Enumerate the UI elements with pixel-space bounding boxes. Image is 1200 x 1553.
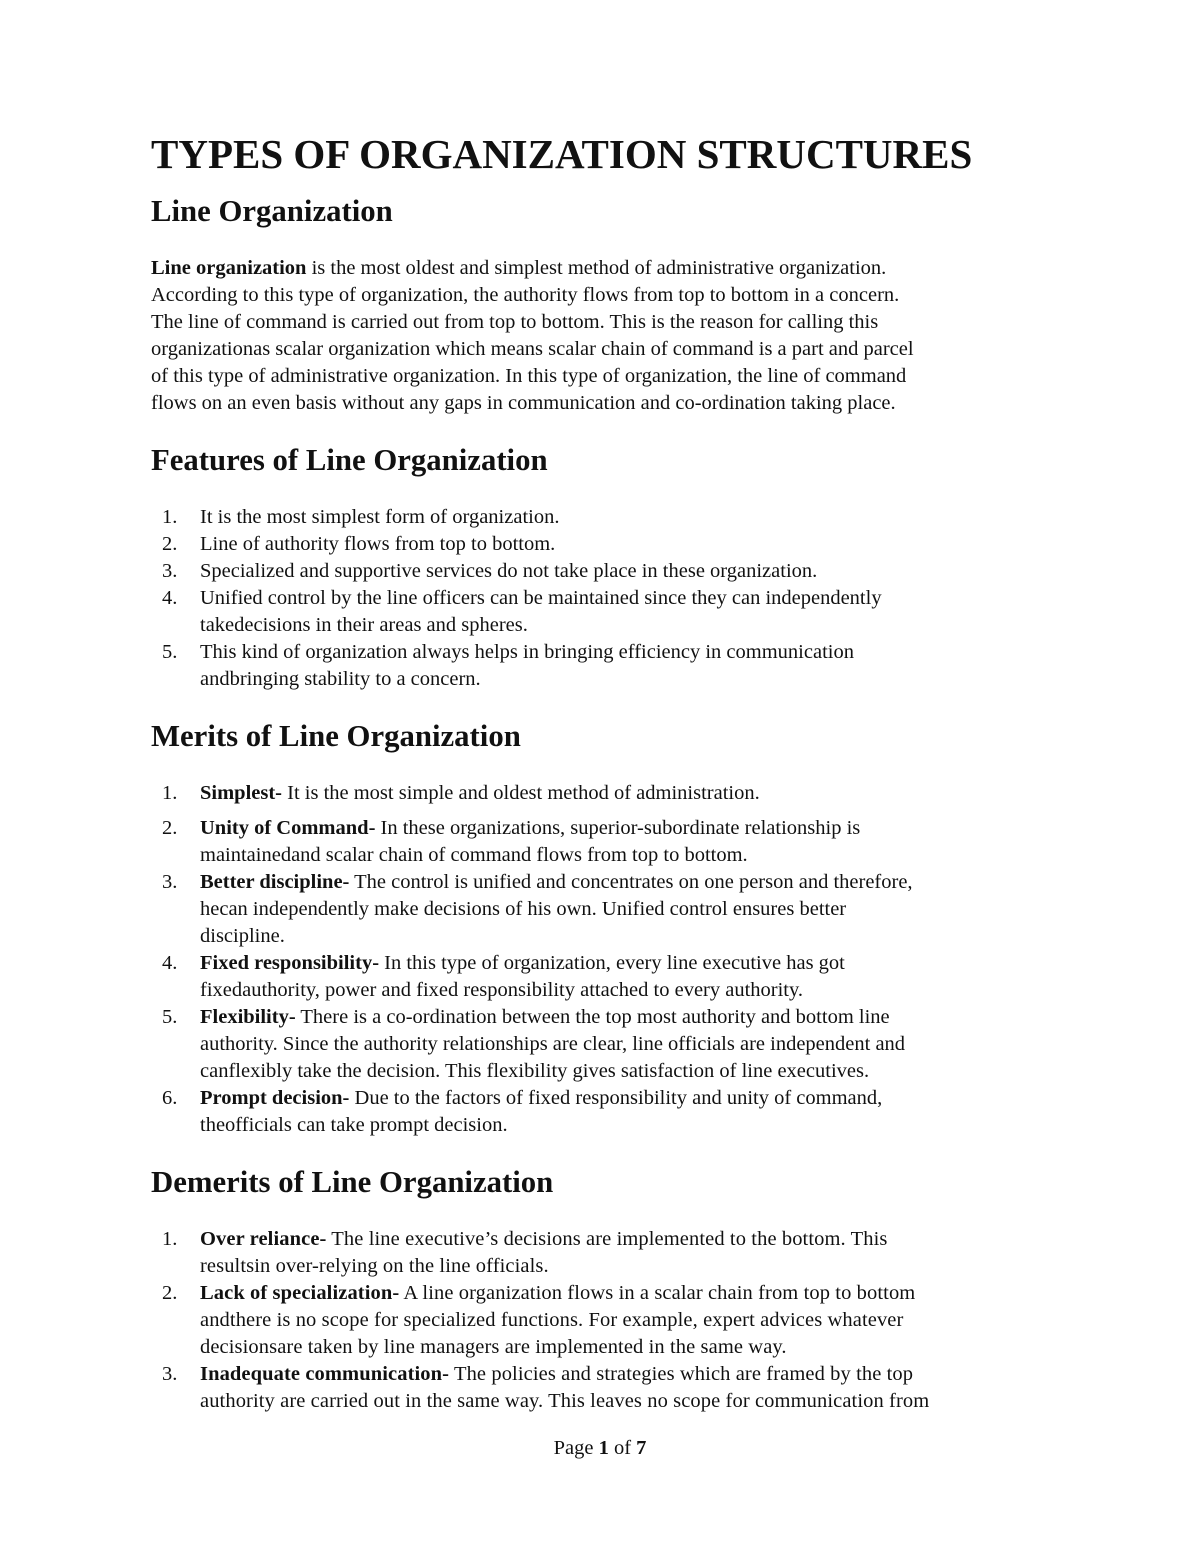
intro-line: flows on an even basis without any gaps in communication and co-ordination taking place. [151, 392, 896, 414]
page-number-current: 1 [598, 1437, 609, 1459]
intro-paragraph [151, 255, 1051, 417]
list-item: 1. It is the most simplest form of organization. [162, 506, 560, 528]
features-list [151, 504, 1051, 693]
intro-line: Line organization is the most oldest and simplest method of administrative organization. [151, 257, 887, 279]
demerit-term: Over reliance- [200, 1228, 327, 1250]
merits-heading: Merits of Line Organization [151, 719, 521, 753]
list-item: 3. Inadequate communication- The policies and strategies which are framed by the top authority are carried out in the same way. This leaves no scope for communication from [162, 1363, 930, 1412]
list-item: 1. Over reliance- The line executive’s decisions are implemented to the bottom. This resultsin over-relying on the line officials. [162, 1228, 888, 1277]
demerits-heading: Demerits of Line Organization [151, 1165, 554, 1199]
merit-term: Unity of Command- [200, 817, 376, 839]
list-item: 4. Fixed responsibility- In this type of organization, every line executive has got fixedauthority, power and fixed responsibility attached to every authority. [162, 952, 845, 1001]
merits-list [151, 780, 1051, 1139]
intro-line: organizationas scalar organization which means scalar chain of command is a part and parcel [151, 338, 914, 360]
demerit-term: Inadequate communication- [200, 1363, 450, 1385]
merit-term: Flexibility- [200, 1006, 296, 1028]
page-footer: Page 1 of 7 [553, 1437, 647, 1459]
list-item: 3. Better discipline- The control is unified and concentrates on one person and therefore, hecan independently make decisions of his own. Unified control ensures better discipline. [162, 871, 913, 947]
list-item: 2. Lack of specialization- A line organization flows in a scalar chain from top to bottom andthere is no scope for specialized functions. For example, expert advices whatever decisionsare taken by line managers are implemented in the same way. [162, 1282, 916, 1358]
merit-term: Better discipline- [200, 871, 350, 893]
page-number-total: 7 [636, 1437, 647, 1459]
demerits-list [151, 1226, 1051, 1415]
list-item: 1. Simplest- It is the most simple and oldest method of administration. [162, 782, 760, 804]
intro-lead-term: Line organization [151, 257, 307, 279]
section-heading: Line Organization [151, 194, 393, 228]
list-item: 2. Unity of Command- In these organizations, superior-subordinate relationship is maintainedand scalar chain of command flows from top to bottom. [162, 817, 861, 866]
intro-line: According to this type of organization, the authority flows from top to bottom in a concern. [151, 284, 900, 306]
merit-term: Simplest- [200, 782, 282, 804]
document-body [151, 131, 1051, 1415]
list-item: 6. Prompt decision- Due to the factors of fixed responsibility and unity of command, theofficials can take prompt decision. [162, 1087, 883, 1136]
list-item: 4. Unified control by the line officers can be maintained since they can independently takedecisions in their areas and spheres. [162, 587, 882, 636]
list-item: 5. Flexibility- There is a co-ordination between the top most authority and bottom line authority. Since the authority relationships are clear, line officials are independent and canflexibly take the decision. This flexibility gives satisfaction of line executives. [162, 1006, 906, 1082]
merit-term: Prompt decision- [200, 1087, 350, 1109]
document-title: TYPES OF ORGANIZATION STRUCTURES [151, 131, 973, 177]
merit-term: Fixed responsibility- [200, 952, 380, 974]
intro-line: of this type of administrative organization. In this type of organization, the line of command [151, 365, 907, 387]
list-item: 3. Specialized and supportive services do not take place in these organization. [162, 560, 818, 582]
list-item: 2. Line of authority flows from top to bottom. [162, 533, 556, 555]
list-item: 5. This kind of organization always helps in bringing efficiency in communication andbringing stability to a concern. [162, 641, 854, 690]
demerit-term: Lack of specialization- [200, 1282, 400, 1304]
intro-line: The line of command is carried out from top to bottom. This is the reason for calling this [151, 311, 879, 333]
features-heading: Features of Line Organization [151, 443, 548, 477]
